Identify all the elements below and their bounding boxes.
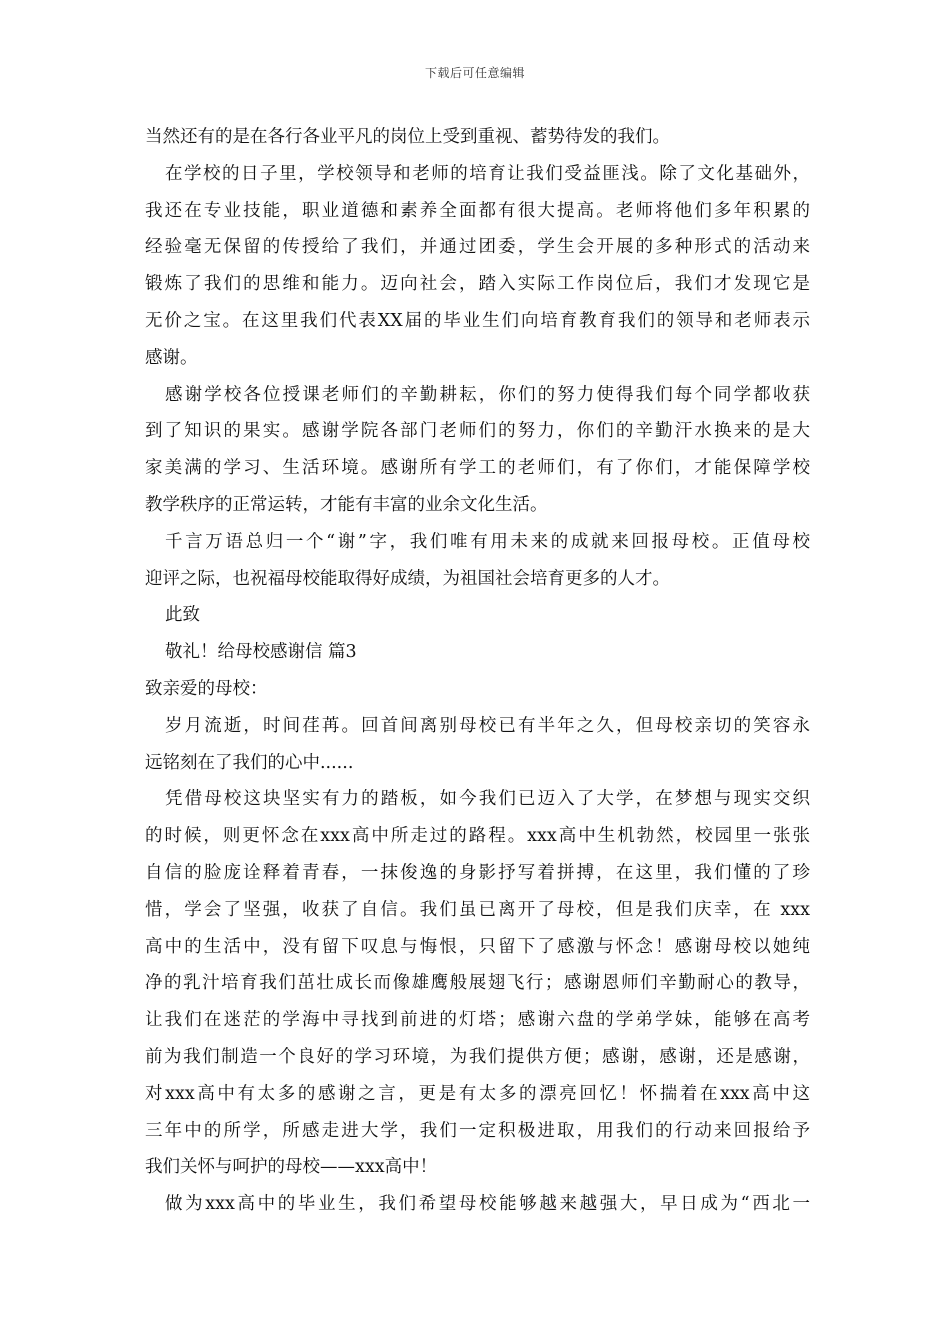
text-line: 净的乳汁培育我们茁壮成长而像雄鹰般展翅飞行；感谢恩师们辛勤耐心的教导，: [145, 973, 810, 994]
text-line: 感谢学校各位授课老师们的辛勤耕耘，你们的努力使得我们每个同学都收获: [165, 384, 810, 405]
text-line: 教学秩序的正常运转，才能有丰富的业余文化生活。: [145, 494, 548, 515]
text-line: 锻炼了我们的思维和能力。迈向社会，踏入实际工作岗位后，我们才发现它是: [145, 274, 810, 295]
page-header: 下载后可任意编辑: [424, 66, 525, 80]
letter-body: [145, 119, 810, 1223]
text-line: 岁月流逝，时间荏苒。回首间离别母校已有半年之久，但母校亲切的笑容永: [165, 715, 810, 736]
text-line: 远铭刻在了我们的心中......: [145, 752, 354, 773]
text-line: 前为我们制造一个良好的学习环境，为我们提供方便；感谢，感谢，还是感谢，: [145, 1046, 810, 1067]
text-line: 我还在专业技能，职业道德和素养全面都有很大提高。老师将他们多年积累的: [145, 200, 810, 221]
text-line: 我们关怀与呵护的母校——xxx高中！: [145, 1157, 438, 1178]
text-line: 无价之宝。在这里我们代表XX届的毕业生们向培育教育我们的领导和老师表示: [145, 310, 810, 331]
text-line: 高中的生活中，没有留下叹息与悔恨，只留下了感激与怀念！感谢母校以她纯: [145, 936, 810, 957]
text-line: 让我们在迷茫的学海中寻找到前进的灯塔；感谢六盘的学弟学妹，能够在高考: [145, 1010, 810, 1031]
text-line: 惜，学会了坚强，收获了自信。我们虽已离开了母校，但是我们庆幸，在 xxx: [145, 899, 810, 920]
text-line: 到了知识的果实。感谢学院各部门老师们的努力，你们的辛勤汗水换来的是大: [145, 421, 810, 442]
text-line: 凭借母校这块坚实有力的踏板，如今我们已迈入了大学，在梦想与现实交织: [165, 789, 810, 810]
text-line: 敬礼！给母校感谢信 篇3: [165, 642, 357, 663]
text-line: 迎评之际，也祝福母校能取得好成绩，为祖国社会培育更多的人才。: [145, 568, 670, 589]
text-line: 千言万语总归一个“谢”字，我们唯有用未来的成就来回报母校。正值母校: [165, 531, 810, 552]
text-line: 做为xxx高中的毕业生，我们希望母校能够越来越强大，早日成为“西北一: [165, 1194, 810, 1215]
text-line: 致亲爱的母校：: [145, 678, 268, 699]
text-line: 的时候，则更怀念在xxx高中所走过的路程。xxx高中生机勃然，校园里一张张: [145, 826, 810, 847]
text-line: 经验毫无保留的传授给了我们，并通过团委，学生会开展的多种形式的活动来: [145, 237, 810, 258]
text-line: 自信的脸庞诠释着青春，一抹俊逸的身影抒写着拼搏，在这里，我们懂的了珍: [145, 862, 810, 883]
text-line: 对xxx高中有太多的感谢之言，更是有太多的漂亮回忆！怀揣着在xxx高中这: [145, 1083, 810, 1104]
text-line: 当然还有的是在各行各业平凡的岗位上受到重视、蓄势待发的我们。: [145, 127, 670, 147]
text-line: 在学校的日子里，学校领导和老师的培育让我们受益匪浅。除了文化基础外，: [165, 163, 810, 184]
text-line: 此致: [165, 605, 200, 626]
text-line: 三年中的所学，所感走进大学，我们一定积极进取，用我们的行动来回报给予: [145, 1120, 810, 1141]
text-line: 感谢。: [145, 347, 198, 368]
text-line: 家美满的学习、生活环境。感谢所有学工的老师们，有了你们，才能保障学校: [145, 458, 810, 479]
